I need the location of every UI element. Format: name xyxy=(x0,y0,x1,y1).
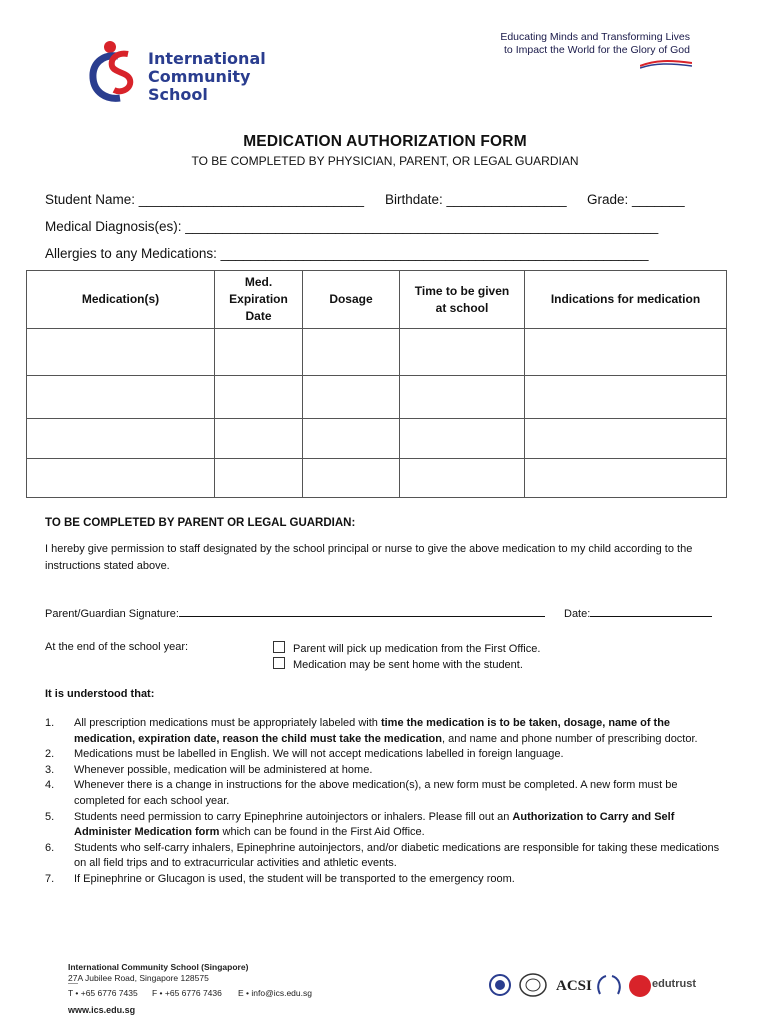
parent-section-heading: TO BE COMPLETED BY PARENT OR LEGAL GUARDIAN: xyxy=(45,517,356,529)
rule-text: , and name and phone number of prescribing doctor. xyxy=(441,732,698,745)
permission-text: I hereby give permission to staff designated by the school principal or nurse to give the above medication to my child according to the instructions stated above. xyxy=(45,543,693,572)
tagline-line: Educating Minds and Transforming Lives xyxy=(500,31,690,43)
table-cell[interactable] xyxy=(27,329,215,376)
rule-number: 7. xyxy=(45,872,55,885)
rules-list xyxy=(45,716,725,888)
table-cell[interactable] xyxy=(525,419,727,459)
school-tagline xyxy=(490,31,690,57)
footer-email[interactable]: E • info@ics.edu.sg xyxy=(238,988,312,998)
rule-number: 2. xyxy=(45,748,55,761)
rule-item xyxy=(45,810,725,841)
table-cell[interactable] xyxy=(525,459,727,498)
tagline-line: to Impact the World for the Glory of God xyxy=(504,44,690,56)
rule-text: time the medication is to be taken, dosage, name of the medication, expiration date, reason the child must take the medication xyxy=(74,717,671,745)
signature-label: Parent/Guardian Signature: xyxy=(45,608,179,620)
rule-text: Whenever possible, medication will be administered at home. xyxy=(74,763,373,776)
birthdate-field[interactable]: Birthdate: ________________ xyxy=(385,192,567,207)
table-cell[interactable] xyxy=(215,419,303,459)
date-field[interactable] xyxy=(564,604,712,620)
rule-number: 3. xyxy=(45,763,55,776)
acsi-logo: ACSI xyxy=(556,978,592,994)
table-cell[interactable] xyxy=(215,376,303,419)
school-name-line: International xyxy=(148,49,266,68)
table-row xyxy=(27,376,727,419)
rule-text: Authorization to Carry and Self Administer Medication form xyxy=(74,810,675,839)
send-home-option[interactable] xyxy=(273,657,523,671)
date-line[interactable] xyxy=(590,604,712,617)
rule-text: If Epinephrine or Glucagon is used, the student will be transported to the emergency room. xyxy=(74,872,515,885)
table-header-row xyxy=(27,271,727,329)
rule-text: which can be found in the First Aid Office. xyxy=(219,826,425,839)
table-cell[interactable] xyxy=(400,459,525,498)
col-header: Indications for medication xyxy=(525,271,727,329)
school-logo xyxy=(88,40,148,104)
allergies-field[interactable]: Allergies to any Medications: _________________________________________________________ xyxy=(45,246,649,261)
footer-address: 27A Jubilee Road, Singapore 128575 xyxy=(68,973,209,983)
diagnosis-field[interactable]: Medical Diagnosis(es): _______________________________________________________________ xyxy=(45,219,659,234)
footer-fax: F • +65 6776 7436 xyxy=(152,988,222,998)
table-cell[interactable] xyxy=(400,419,525,459)
rule-item xyxy=(45,716,725,747)
table-row xyxy=(27,419,727,459)
signature-field[interactable] xyxy=(45,604,545,620)
rule-number: 5. xyxy=(45,810,55,823)
table-cell[interactable] xyxy=(525,376,727,419)
date-label: Date: xyxy=(564,608,591,620)
col-header: Time to be given at school xyxy=(400,271,525,329)
footer-website[interactable]: www.ics.edu.sg xyxy=(68,1005,136,1015)
footer-tel: T • +65 6776 7435 xyxy=(68,988,138,998)
checkbox[interactable] xyxy=(273,641,285,653)
checkbox[interactable] xyxy=(273,657,285,669)
col-header: Medication(s) xyxy=(27,271,215,329)
council-seal-icon xyxy=(518,972,548,998)
wreath-icon xyxy=(596,974,622,996)
table-row xyxy=(27,459,727,498)
understood-heading: It is understood that: xyxy=(45,688,155,700)
grade-field[interactable]: Grade: _______ xyxy=(587,192,685,207)
footer-divider xyxy=(68,983,78,984)
table-row xyxy=(27,329,727,376)
option-label: Medication may be sent home with the student. xyxy=(293,659,523,671)
table-cell[interactable] xyxy=(215,459,303,498)
school-logo-mark xyxy=(88,40,148,104)
medication-table xyxy=(26,270,727,498)
rule-item xyxy=(45,763,725,779)
rule-text: Medications must be labelled in English. We will not accept medications labelled in foreign language. xyxy=(74,748,564,761)
rule-text: Students need permission to carry Epinephrine autoinjectors or inhalers. Please fill out an xyxy=(74,810,513,823)
pickup-option[interactable] xyxy=(273,641,540,655)
form-title: MEDICATION AUTHORIZATION FORM xyxy=(243,133,527,150)
table-cell[interactable] xyxy=(400,329,525,376)
student-name-field[interactable]: Student Name: ______________________________ xyxy=(45,192,365,207)
col-header: Med. Expiration Date xyxy=(215,271,303,329)
table-cell[interactable] xyxy=(303,459,400,498)
table-cell[interactable] xyxy=(303,419,400,459)
accreditation-seal-icon xyxy=(488,973,512,997)
flag-swoosh xyxy=(640,56,692,74)
rule-item xyxy=(45,872,725,888)
col-header: Dosage xyxy=(303,271,400,329)
footer-org: International Community School (Singapore) xyxy=(68,962,249,972)
school-name-line: Community xyxy=(148,67,251,86)
table-cell[interactable] xyxy=(400,376,525,419)
edutrust-mark-icon xyxy=(628,974,652,998)
school-name-line: School xyxy=(148,85,208,104)
rule-number: 1. xyxy=(45,717,55,729)
table-cell[interactable] xyxy=(303,376,400,419)
table-cell[interactable] xyxy=(27,376,215,419)
rule-item xyxy=(45,747,725,763)
edutrust-logo: edutrust xyxy=(652,978,696,990)
form-subtitle: TO BE COMPLETED BY PHYSICIAN, PARENT, OR LEGAL GUARDIAN xyxy=(191,154,579,168)
rule-text: Students who self-carry inhalers, Epinephrine autoinjectors, and/or diabetic medications are responsible for taking these medications on all field trips and to extracurricular activities and athletic events. xyxy=(74,841,720,870)
rule-item xyxy=(45,778,725,809)
rule-text: All prescription medications must be appropriately labeled with xyxy=(74,717,381,729)
school-name xyxy=(148,50,266,104)
rule-text: Whenever there is a change in instructions for the above medication(s), a new form must be completed. A new form must be completed for each school year. xyxy=(74,779,678,807)
end-of-year-label: At the end of the school year: xyxy=(45,641,189,653)
rule-number: 6. xyxy=(45,841,55,854)
option-label: Parent will pick up medication from the First Office. xyxy=(293,643,541,655)
table-cell[interactable] xyxy=(215,329,303,376)
table-cell[interactable] xyxy=(27,419,215,459)
table-cell[interactable] xyxy=(525,329,727,376)
table-cell[interactable] xyxy=(303,329,400,376)
rule-item xyxy=(45,841,725,872)
signature-line[interactable] xyxy=(179,604,545,617)
rule-number: 4. xyxy=(45,779,55,792)
table-cell[interactable] xyxy=(27,459,215,498)
